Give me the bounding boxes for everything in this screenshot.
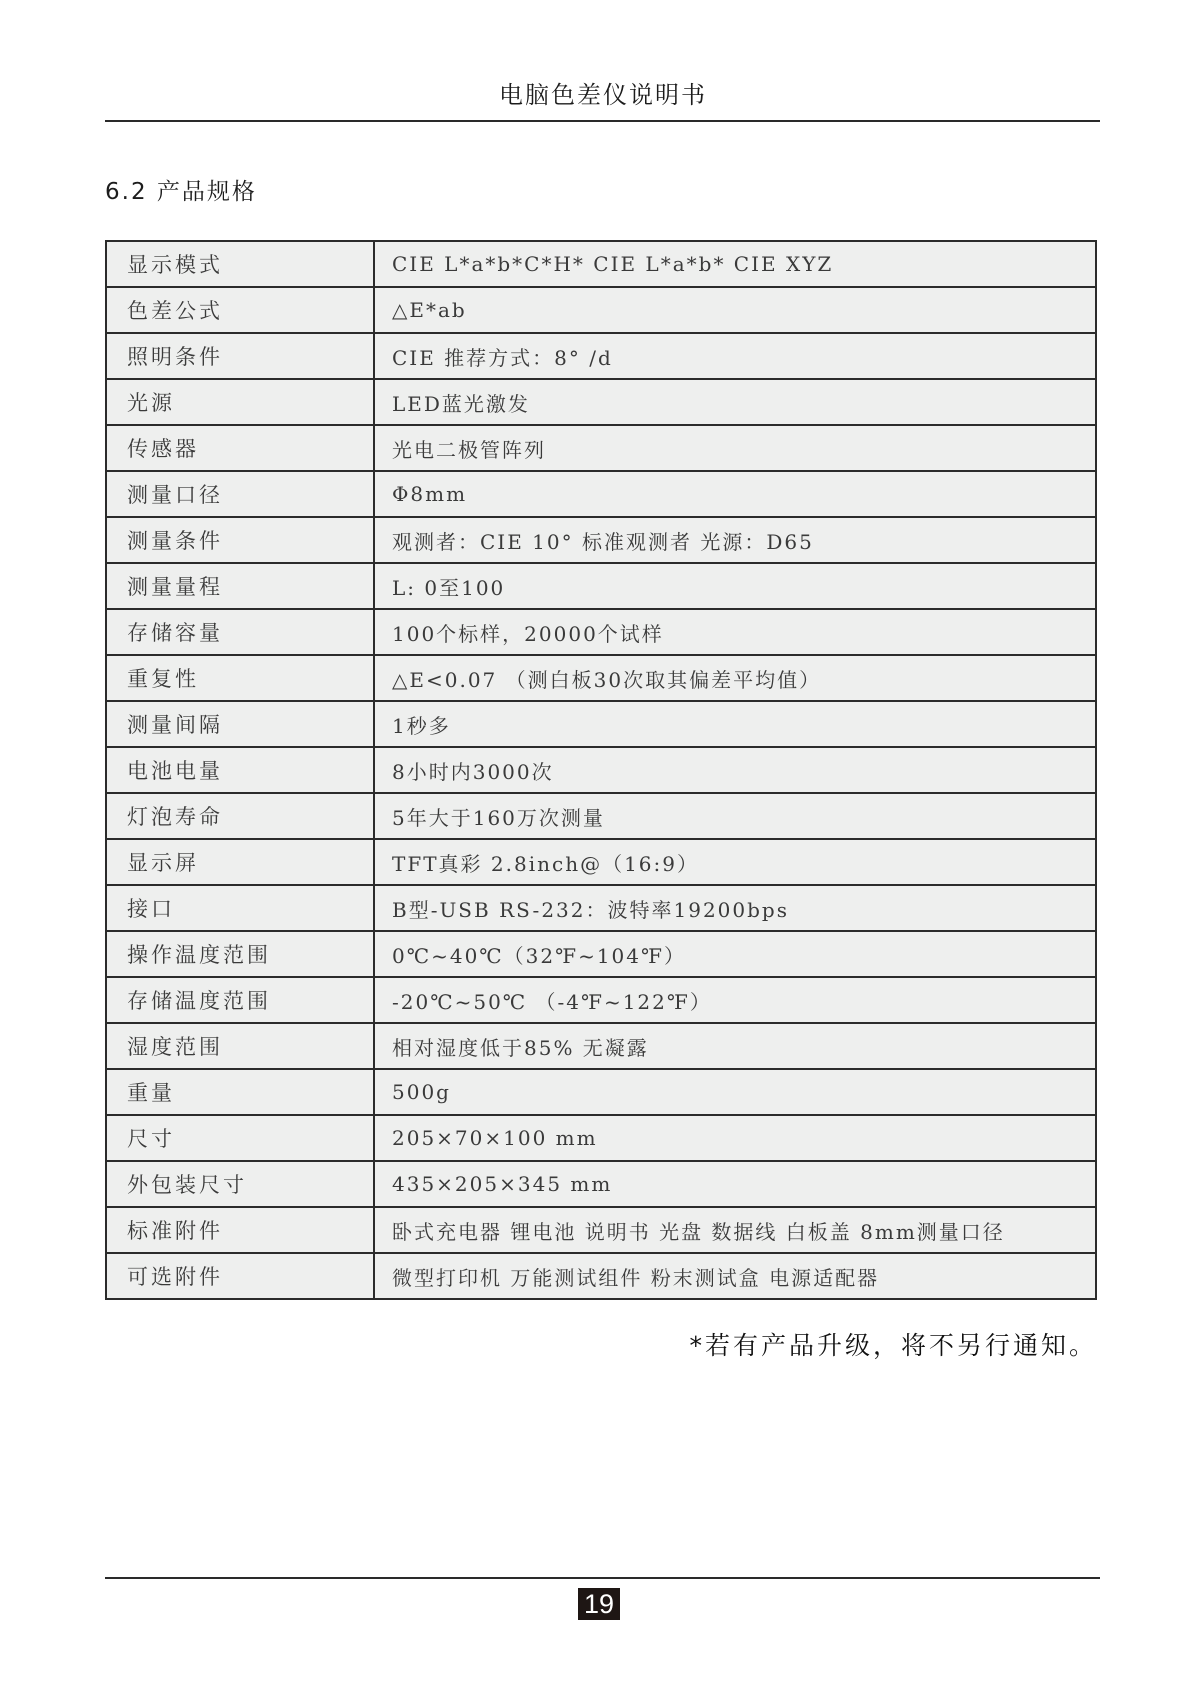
- spec-value: △E*ab: [374, 287, 1096, 333]
- spec-value: LED蓝光激发: [374, 379, 1096, 425]
- spec-label: 湿度范围: [106, 1023, 374, 1069]
- table-row: [106, 655, 1096, 701]
- page-number: 19: [578, 1588, 620, 1620]
- spec-label: 显示模式: [106, 241, 374, 287]
- spec-value: 5年大于160万次测量: [374, 793, 1096, 839]
- spec-label: 重复性: [106, 655, 374, 701]
- spec-value: -20℃~50℃ （-4℉~122℉）: [374, 977, 1096, 1023]
- table-row: [106, 287, 1096, 333]
- table-row: [106, 977, 1096, 1023]
- header-divider: [105, 120, 1100, 122]
- spec-label: 可选附件: [106, 1253, 374, 1299]
- spec-label: 尺寸: [106, 1115, 374, 1161]
- spec-value: 1秒多: [374, 701, 1096, 747]
- spec-label: 照明条件: [106, 333, 374, 379]
- spec-value: 205×70×100 mm: [374, 1115, 1096, 1161]
- spec-label: 灯泡寿命: [106, 793, 374, 839]
- table-row: [106, 517, 1096, 563]
- spec-value: 435×205×345 mm: [374, 1161, 1096, 1207]
- spec-value: 卧式充电器 锂电池 说明书 光盘 数据线 白板盖 8mm测量口径: [374, 1207, 1096, 1253]
- spec-value: 8小时内3000次: [374, 747, 1096, 793]
- spec-value: Φ8mm: [374, 471, 1096, 517]
- spec-value: 相对湿度低于85% 无凝露: [374, 1023, 1096, 1069]
- spec-value: CIE 推荐方式：8° /d: [374, 333, 1096, 379]
- spec-label: 操作温度范围: [106, 931, 374, 977]
- table-row: [106, 379, 1096, 425]
- table-row: [106, 931, 1096, 977]
- spec-label: 重量: [106, 1069, 374, 1115]
- table-row: [106, 1207, 1096, 1253]
- table-row: [106, 1115, 1096, 1161]
- table-row: [106, 1161, 1096, 1207]
- section-title: 6.2 产品规格: [105, 179, 257, 205]
- spec-value: L: 0至100: [374, 563, 1096, 609]
- spec-label: 存储容量: [106, 609, 374, 655]
- spec-label: 存储温度范围: [106, 977, 374, 1023]
- document-title: 电脑色差仪说明书: [499, 81, 707, 109]
- table-row: [106, 333, 1096, 379]
- table-row: [106, 793, 1096, 839]
- specifications-table: [105, 240, 1097, 1300]
- upgrade-notice: *若有产品升级，将不另行通知。: [689, 1331, 1097, 1360]
- spec-label: 测量量程: [106, 563, 374, 609]
- table-row: [106, 471, 1096, 517]
- footer-divider: [105, 1577, 1100, 1579]
- spec-label: 光源: [106, 379, 374, 425]
- table-row: [106, 1253, 1096, 1299]
- table-row: [106, 885, 1096, 931]
- spec-label: 电池电量: [106, 747, 374, 793]
- table-row: [106, 425, 1096, 471]
- spec-value: TFT真彩 2.8inch@（16:9）: [374, 839, 1096, 885]
- table-row: [106, 609, 1096, 655]
- spec-label: 接口: [106, 885, 374, 931]
- spec-value: B型-USB RS-232：波特率19200bps: [374, 885, 1096, 931]
- spec-label: 测量口径: [106, 471, 374, 517]
- spec-label: 色差公式: [106, 287, 374, 333]
- spec-label: 显示屏: [106, 839, 374, 885]
- table-row: [106, 839, 1096, 885]
- table-row: [106, 241, 1096, 287]
- spec-label: 测量间隔: [106, 701, 374, 747]
- spec-label: 测量条件: [106, 517, 374, 563]
- table-row: [106, 1023, 1096, 1069]
- table-row: [106, 701, 1096, 747]
- spec-value: 500g: [374, 1069, 1096, 1115]
- spec-value: 100个标样，20000个试样: [374, 609, 1096, 655]
- spec-value: 0℃~40℃（32℉~104℉）: [374, 931, 1096, 977]
- spec-label: 外包装尺寸: [106, 1161, 374, 1207]
- spec-value: 微型打印机 万能测试组件 粉末测试盒 电源适配器: [374, 1253, 1096, 1299]
- table-row: [106, 747, 1096, 793]
- table-row: [106, 1069, 1096, 1115]
- spec-value: 观测者：CIE 10° 标准观测者 光源：D65: [374, 517, 1096, 563]
- spec-label: 传感器: [106, 425, 374, 471]
- spec-value: △E<0.07 （测白板30次取其偏差平均值）: [374, 655, 1096, 701]
- spec-value: 光电二极管阵列: [374, 425, 1096, 471]
- spec-value: CIE L*a*b*C*H* CIE L*a*b* CIE XYZ: [374, 241, 1096, 287]
- table-row: [106, 563, 1096, 609]
- spec-label: 标准附件: [106, 1207, 374, 1253]
